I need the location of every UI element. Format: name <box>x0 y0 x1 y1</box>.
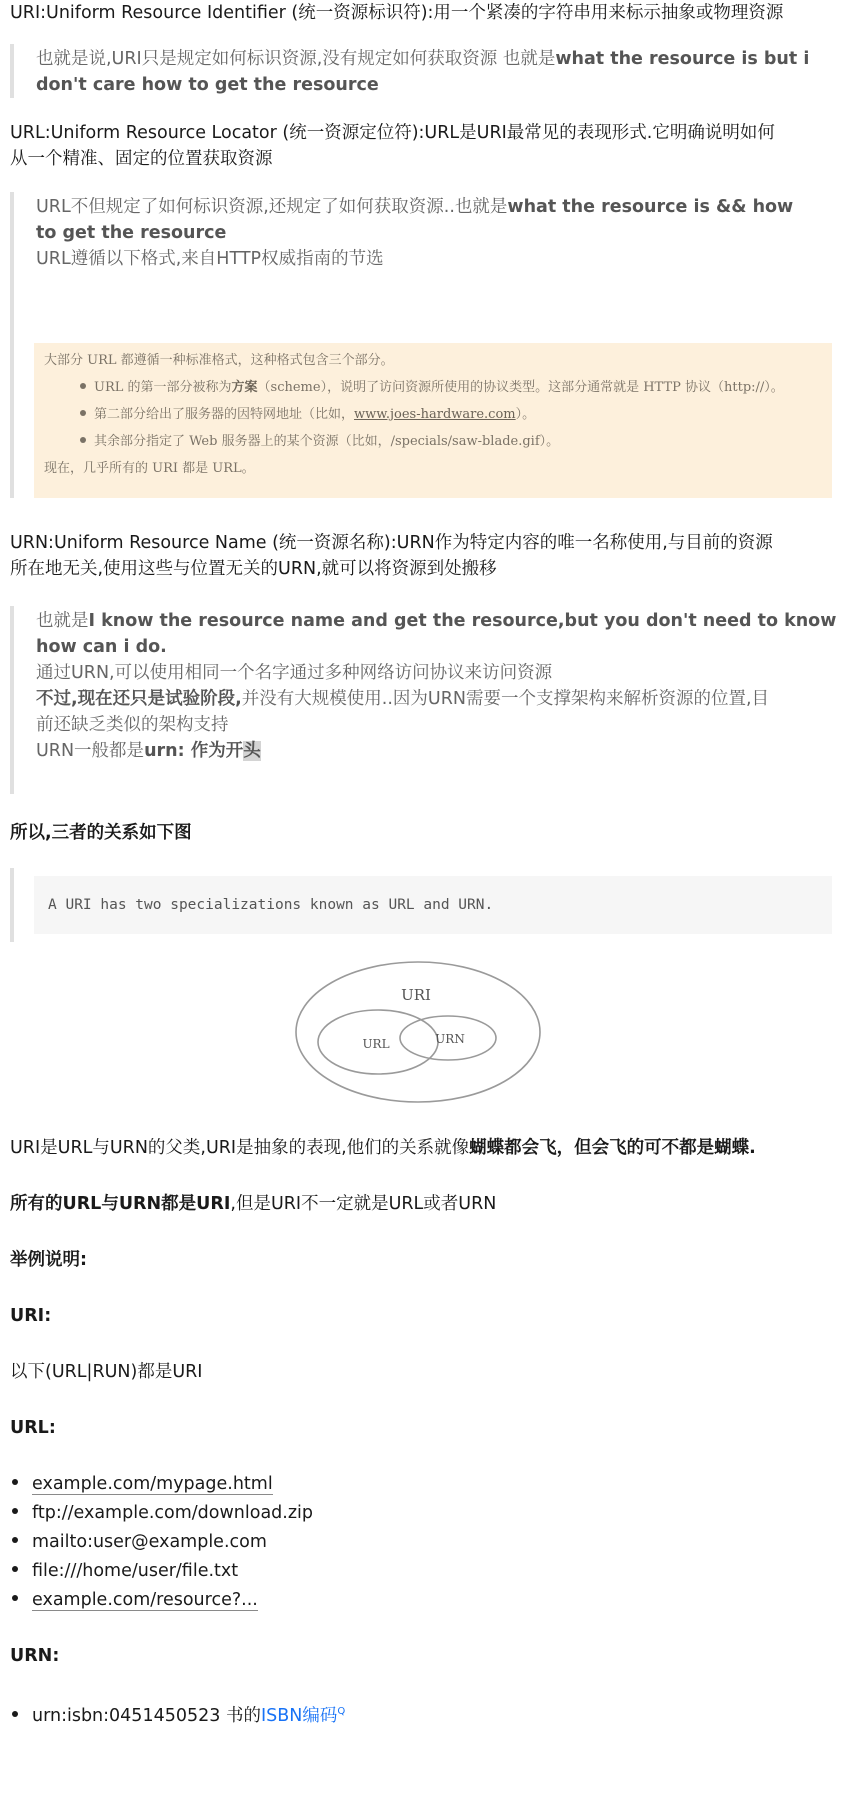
bullet-icon <box>12 1508 18 1514</box>
urn-example-text: urn:isbn:0451450523 书的 <box>32 1705 261 1726</box>
all-paragraph <box>10 1189 496 1219</box>
uri-quote-bold-2: don't care how to get the resource <box>36 75 379 95</box>
urn-quote-line-6: URN一般都是 <box>36 741 145 761</box>
all-text: ,但是URI不一定就是URL或者URN <box>230 1194 497 1214</box>
example-heading: 举例说明: <box>10 1250 87 1270</box>
urn-definition-line-2: 所在地无关,使用这些与位置无关的URN,就可以将资源到处搬移 <box>10 559 497 579</box>
list-item <box>10 1697 345 1731</box>
url-example-text: ftp://example.com/download.zip <box>32 1503 314 1523</box>
urn-label: URN <box>435 1032 465 1046</box>
bullet-icon <box>12 1595 18 1601</box>
url-quote-bold-2: to get the resource <box>36 223 227 243</box>
parent-text-bold: 蝴蝶都会飞，但会飞的可不都是蝴蝶. <box>469 1138 756 1158</box>
urn-quote-bold-3: 不过,现在还只是试验阶段, <box>36 689 242 709</box>
book-b1-post: （scheme），说明了访问资源所使用的协议类型。这部分通常就是 HTTP 协议（http://）。 <box>257 380 784 395</box>
parent-text: URI是URL与URN的父类,URI是抽象的表现,他们的关系就像 <box>10 1138 470 1158</box>
search-icon[interactable]: Q <box>337 1706 346 1717</box>
url-quote-text: URL不但规定了如何标识资源,还规定了如何获取资源..也就是 <box>36 197 508 217</box>
url-example-link[interactable]: example.com/resource?... <box>32 1590 258 1610</box>
url-definition-line-2: 从一个精准、固定的位置获取资源 <box>10 149 273 169</box>
book-b2-pre: 第二部分给出了服务器的因特网地址（比如， <box>94 407 355 422</box>
urn-quote <box>10 606 837 794</box>
uri-venn-diagram <box>290 958 546 1106</box>
uri-ellipse <box>296 962 540 1102</box>
isbn-link[interactable]: ISBN编码 <box>260 1705 338 1726</box>
book-bullet <box>80 383 86 389</box>
urn-quote-line-4: 并没有大规模使用..因为URN需要一个支撑架构来解析资源的位置,目 <box>241 689 770 709</box>
urn-quote-bold-2: how can i do. <box>36 637 167 657</box>
list-item <box>10 1527 267 1557</box>
url-example-link[interactable]: example.com/mypage.html <box>32 1474 273 1494</box>
all-text-bold: 所有的URL与URN都是URI <box>10 1194 231 1214</box>
list-item <box>10 1498 313 1528</box>
url-quote-format: URL遵循以下格式,来自HTTP权威指南的节选 <box>36 249 384 269</box>
uri-quote-bold: what the resource is but i <box>555 49 810 69</box>
book-b2-post: ）。 <box>515 407 536 422</box>
urn-quote-line-5: 前还缺乏类似的架构支持 <box>36 715 229 735</box>
bullet-icon <box>12 1537 18 1543</box>
uri-quote <box>10 44 832 98</box>
uri-definition: URI:Uniform Resource Identifier (统一资源标识符):用一个紧凑的字符串用来标示抽象或物理资源 <box>10 3 784 23</box>
list-item <box>10 1469 273 1499</box>
uri-heading: URI: <box>10 1306 52 1326</box>
book-bullet <box>80 437 86 443</box>
bullet-icon <box>12 1479 18 1485</box>
url-label: URL <box>362 1037 390 1051</box>
urn-heading: URN: <box>10 1646 60 1666</box>
book-intro: 大部分 URL 都遵循一种标准格式，这种格式包含三个部分。 <box>44 353 394 368</box>
code-block: A URI has two specializations known as URL and URN. <box>34 876 832 934</box>
selected-text: 头 <box>243 741 261 761</box>
list-item <box>10 1585 258 1615</box>
book-b1-bold: 方案 <box>231 380 258 395</box>
urn-quote-text: 也就是 <box>36 611 89 631</box>
parent-paragraph <box>10 1133 756 1163</box>
book-b1-pre: URL 的第一部分被称为 <box>94 380 232 395</box>
book-b3: 其余部分指定了 Web 服务器上的某个资源（比如，/specials/saw-blade.gif）。 <box>94 434 560 449</box>
book-excerpt-image <box>34 343 832 498</box>
url-example-text: mailto:user@example.com <box>32 1532 267 1552</box>
url-quote-bold: what the resource is && how <box>507 197 794 217</box>
url-definition-line-1: URL:Uniform Resource Locator (统一资源定位符):URL是URI最常见的表现形式.它明确说明如何 <box>10 123 775 143</box>
url-example-text: file:///home/user/file.txt <box>32 1561 239 1581</box>
urn-quote-bold: I know the resource name and get the resource,but you don't need to know <box>88 611 837 631</box>
book-b2-link: www.joes-hardware.com <box>354 407 516 422</box>
uri-example: 以下(URL|RUN)都是URI <box>10 1362 203 1382</box>
list-item <box>10 1556 238 1586</box>
book-outro: 现在，几乎所有的 URI 都是 URL。 <box>44 461 255 476</box>
uri-label: URI <box>401 986 431 1004</box>
uri-quote-text: 也就是说,URI只是规定如何标识资源,没有规定如何获取资源 也就是 <box>36 49 556 69</box>
urn-quote-bold-4: urn: 作为开 <box>144 741 244 761</box>
book-bullet <box>80 410 86 416</box>
bullet-icon <box>12 1566 18 1572</box>
urn-definition-line-1: URN:Uniform Resource Name (统一资源名称):URN作为特定内容的唯一名称使用,与目前的资源 <box>10 533 773 553</box>
urn-quote-line-3: 通过URN,可以使用相同一个名字通过多种网络访问协议来访问资源 <box>36 663 553 683</box>
bullet-icon <box>12 1711 18 1717</box>
relation-heading: 所以,三者的关系如下图 <box>10 823 192 843</box>
url-heading: URL: <box>10 1418 56 1438</box>
code-quote-bar <box>10 868 14 942</box>
